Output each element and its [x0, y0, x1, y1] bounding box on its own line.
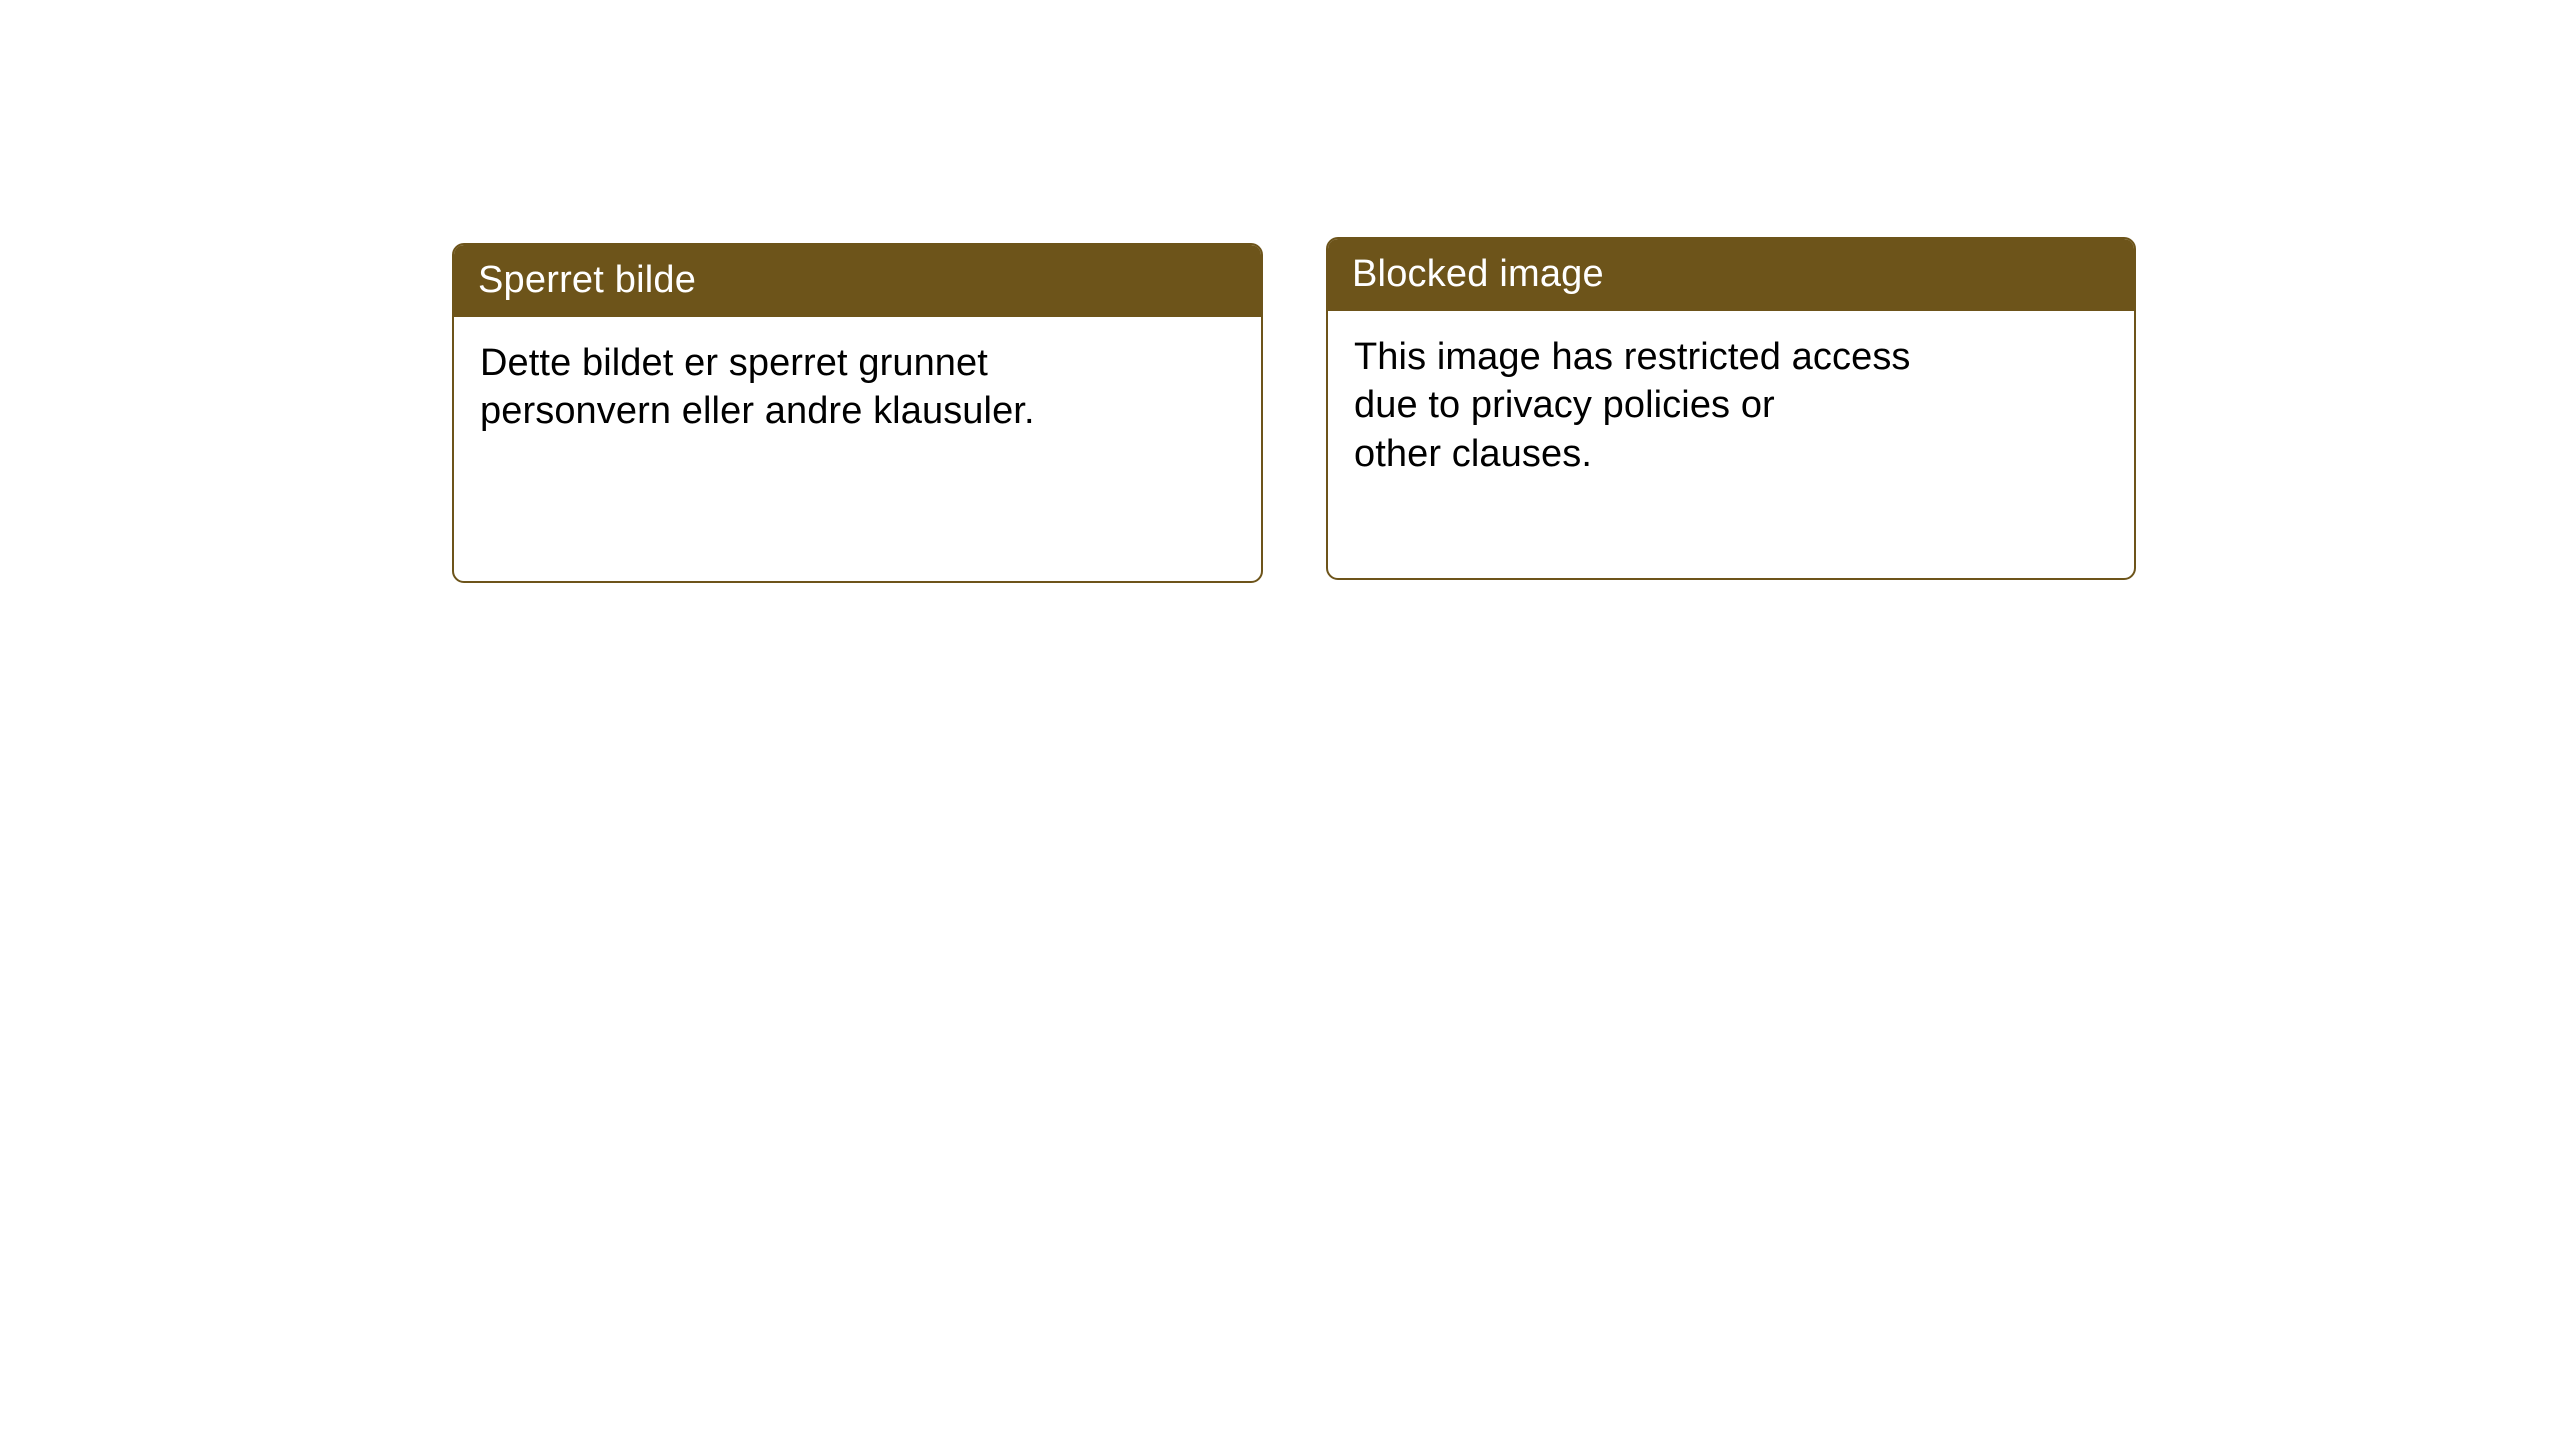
- notice-body-line: This image has restricted access: [1354, 336, 1911, 378]
- notice-body-line: due to privacy policies or: [1354, 384, 1775, 427]
- blocked-image-notice-en: [1326, 237, 2136, 580]
- notice-body-no: [454, 317, 1261, 436]
- notice-body-line: other clauses.: [1354, 432, 1592, 475]
- notice-title-en: Blocked image: [1328, 239, 2134, 311]
- notice-body-en: [1328, 311, 2134, 478]
- notice-body-line: personvern eller andre klausuler.: [480, 390, 1035, 433]
- blocked-image-notice-no: [452, 243, 1263, 583]
- notice-title-no: Sperret bilde: [454, 245, 1261, 317]
- notice-body-line: Dette bildet er sperret grunnet: [480, 342, 988, 384]
